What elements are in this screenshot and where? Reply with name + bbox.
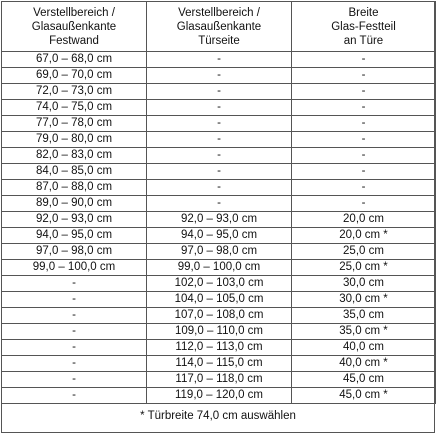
footnote: * Türbreite 74,0 cm auswählen: [140, 410, 296, 422]
cell-tuerseite: 92,0 – 93,0 cm: [147, 212, 292, 228]
table-row: [2, 340, 436, 356]
cell-festwand: -: [2, 276, 147, 292]
header-row: [2, 2, 436, 52]
cell-tuerseite: 119,0 – 120,0 cm: [147, 388, 292, 404]
header-line: an Türe: [343, 35, 384, 47]
cell-tuerseite: 102,0 – 103,0 cm: [147, 276, 292, 292]
header-line: Verstellbereich /: [33, 7, 115, 19]
cell-festwand: 82,0 – 83,0 cm: [2, 148, 147, 164]
cell-tuerseite: -: [147, 196, 292, 212]
cell-breite: 30,0 cm *: [292, 292, 436, 308]
cell-tuerseite: -: [147, 116, 292, 132]
cell-tuerseite: -: [147, 68, 292, 84]
cell-tuerseite: 117,0 – 118,0 cm: [147, 372, 292, 388]
header-festwand: [2, 2, 147, 52]
table-row: [2, 276, 436, 292]
table-row: [2, 68, 436, 84]
table-row: [2, 132, 436, 148]
table-row: [2, 372, 436, 388]
cell-breite: 40,0 cm *: [292, 356, 436, 372]
cell-breite: 35,0 cm *: [292, 324, 436, 340]
header-tuerseite: [147, 2, 292, 52]
table-row: [2, 196, 436, 212]
table-body: [2, 52, 436, 404]
cell-festwand: 97,0 – 98,0 cm: [2, 244, 147, 260]
table-row: [2, 180, 436, 196]
cell-breite: -: [292, 68, 436, 84]
table-row: [2, 356, 436, 372]
cell-breite: -: [292, 132, 436, 148]
cell-festwand: 79,0 – 80,0 cm: [2, 132, 147, 148]
cell-festwand: -: [2, 292, 147, 308]
cell-breite: -: [292, 52, 436, 68]
table-row: [2, 100, 436, 116]
cell-breite: 20,0 cm *: [292, 228, 436, 244]
table-row: [2, 148, 436, 164]
header-line: Türseite: [198, 35, 240, 47]
cell-breite: 25,0 cm *: [292, 260, 436, 276]
cell-festwand: 77,0 – 78,0 cm: [2, 116, 147, 132]
cell-festwand: -: [2, 340, 147, 356]
cell-tuerseite: 107,0 – 108,0 cm: [147, 308, 292, 324]
cell-tuerseite: -: [147, 100, 292, 116]
cell-festwand: 72,0 – 73,0 cm: [2, 84, 147, 100]
table-row: [2, 244, 436, 260]
cell-breite: 40,0 cm: [292, 340, 436, 356]
cell-festwand: 84,0 – 85,0 cm: [2, 164, 147, 180]
cell-breite: -: [292, 164, 436, 180]
cell-festwand: 74,0 – 75,0 cm: [2, 100, 147, 116]
cell-tuerseite: -: [147, 52, 292, 68]
cell-tuerseite: 99,0 – 100,0 cm: [147, 260, 292, 276]
cell-breite: 45,0 cm *: [292, 388, 436, 404]
table-row: [2, 212, 436, 228]
cell-festwand: 92,0 – 93,0 cm: [2, 212, 147, 228]
table-row: [2, 308, 436, 324]
header-line: Glasaußenkante: [176, 21, 262, 33]
table-row: [2, 324, 436, 340]
cell-breite: 20,0 cm: [292, 212, 436, 228]
header-line: Glas-Festteil: [331, 21, 396, 33]
cell-tuerseite: -: [147, 164, 292, 180]
cell-breite: 35,0 cm: [292, 308, 436, 324]
cell-tuerseite: 114,0 – 115,0 cm: [147, 356, 292, 372]
cell-breite: -: [292, 84, 436, 100]
cell-breite: -: [292, 148, 436, 164]
cell-festwand: -: [2, 324, 147, 340]
cell-festwand: 99,0 – 100,0 cm: [2, 260, 147, 276]
table-row: [2, 228, 436, 244]
header-line: Festwand: [49, 35, 99, 47]
cell-breite: -: [292, 100, 436, 116]
table-row: [2, 84, 436, 100]
cell-festwand: -: [2, 388, 147, 404]
cell-tuerseite: -: [147, 132, 292, 148]
cell-festwand: -: [2, 372, 147, 388]
header-line: Breite: [348, 7, 379, 19]
cell-festwand: 94,0 – 95,0 cm: [2, 228, 147, 244]
cell-tuerseite: -: [147, 180, 292, 196]
header-line: Verstellbereich /: [178, 7, 260, 19]
cell-breite: 45,0 cm: [292, 372, 436, 388]
cell-festwand: 69,0 – 70,0 cm: [2, 68, 147, 84]
header-line: Glasaußenkante: [31, 21, 117, 33]
cell-breite: 25,0 cm: [292, 244, 436, 260]
cell-tuerseite: -: [147, 148, 292, 164]
cell-festwand: 67,0 – 68,0 cm: [2, 52, 147, 68]
cell-festwand: 89,0 – 90,0 cm: [2, 196, 147, 212]
cell-tuerseite: 94,0 – 95,0 cm: [147, 228, 292, 244]
cell-breite: -: [292, 180, 436, 196]
spec-table: [1, 1, 436, 404]
cell-festwand: 87,0 – 88,0 cm: [2, 180, 147, 196]
cell-tuerseite: 109,0 – 110,0 cm: [147, 324, 292, 340]
cell-tuerseite: 112,0 – 113,0 cm: [147, 340, 292, 356]
cell-tuerseite: -: [147, 84, 292, 100]
cell-tuerseite: 97,0 – 98,0 cm: [147, 244, 292, 260]
cell-breite: -: [292, 116, 436, 132]
cell-festwand: -: [2, 308, 147, 324]
cell-breite: -: [292, 196, 436, 212]
table-row: [2, 52, 436, 68]
cell-breite: 30,0 cm: [292, 276, 436, 292]
table-row: [2, 164, 436, 180]
table-row: [2, 292, 436, 308]
table-row: [2, 116, 436, 132]
header-breite: [292, 2, 436, 52]
cell-festwand: -: [2, 356, 147, 372]
table-row: [2, 260, 436, 276]
cell-tuerseite: 104,0 – 105,0 cm: [147, 292, 292, 308]
